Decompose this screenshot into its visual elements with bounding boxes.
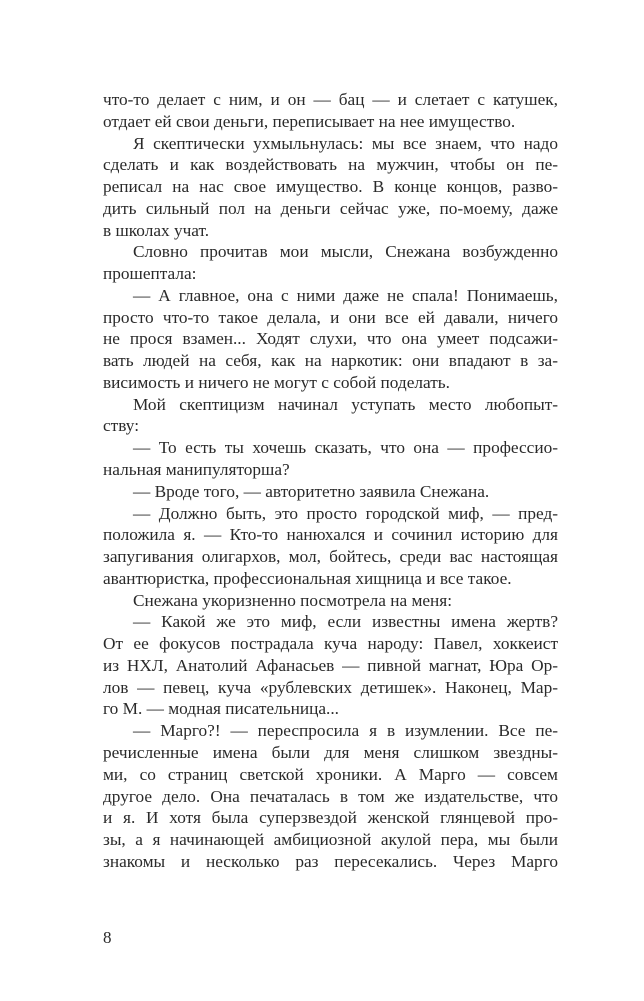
text-line: другое дело. Она печаталась в том же издательстве, что [103,786,558,806]
page-number: 8 [103,928,112,947]
text-line: Снежана укоризненно посмотрела на меня: [133,590,453,610]
text-line: — А главное, она с ними даже не спала! Понимаешь, [133,285,558,305]
text-line: отдает ей свои деньги, переписывает на нее имущество. [103,111,516,131]
text-line: знакомы и несколько раз пересекались. Через Марго [103,851,558,871]
text-line: из НХЛ, Анатолий Афанасьев — пивной магнат, Юра Ор- [103,655,558,675]
text-line: Я скептически ухмыльнулась: мы все знаем, что надо [133,133,558,153]
text-line: го М. — модная писательница... [103,699,339,719]
text-line: ми, со страниц светской хроники. А Марго — совсем [103,764,558,784]
text-line: запугивания олигархов, мол, бойтесь, среди вас настоящая [103,547,558,567]
text-line: не прося взамен... Ходят слухи, что она умеет подсажи- [103,329,558,349]
text-line: — Какой же это миф, если известны имена жертв? [133,612,558,632]
text-line: От ее фокусов пострадала куча народу: Павел, хоккеист [103,634,558,654]
text-line: просто что-то такое делала, и они все ей давали, ничего [103,307,558,327]
text-line: в школах учат. [103,220,210,240]
text-line: и я. И хотя была суперзвездой женской глянцевой про- [103,808,558,828]
text-line: вать людей на себя, как на наркотик: они впадают в за- [103,351,558,371]
text-line: — Марго?! — переспросила я в изумлении. Все пе- [133,721,558,741]
text-line: что-то делает с ним, и он — бац — и слетает с катушек, [103,90,558,109]
text-line: висимость и ничего не могут с собой поделать. [103,372,450,392]
text-line: — Должно быть, это просто городской миф, — пред- [133,503,558,523]
text-line: речисленные имена были для меня слишком звездны- [103,742,558,762]
text-line: прошептала: [103,264,197,284]
text-line: Мой скептицизм начинал уступать место любопыт- [133,394,558,414]
text-line: лов — певец, куча «рублевских детишек». Наконец, Мар- [103,677,558,697]
text-line: зы, а я начинающей амбициозной акулой пера, мы были [103,830,558,850]
text-line: сделать и как воздействовать на мужчин, чтобы он пе- [103,155,558,175]
text-line: — Вроде того, — авторитетно заявила Снежана. [133,481,490,501]
text-line: — То есть ты хочешь сказать, что она — профессио- [133,438,558,458]
text-line: нальная манипуляторша? [103,460,290,480]
text-line: авантюристка, профессиональная хищница и все такое. [103,568,512,588]
text-line: Словно прочитав мои мысли, Снежана возбужденно [133,242,558,262]
page-body-text [103,89,558,873]
text-line: положила я. — Кто-то нанюхался и сочинил историю для [103,525,558,545]
text-line: реписал на нас свое имущество. В конце концов, разво- [103,177,558,197]
text-line: ству: [103,416,140,436]
text-line: дить сильный пол на деньги сейчас уже, по-моему, даже [103,198,558,218]
